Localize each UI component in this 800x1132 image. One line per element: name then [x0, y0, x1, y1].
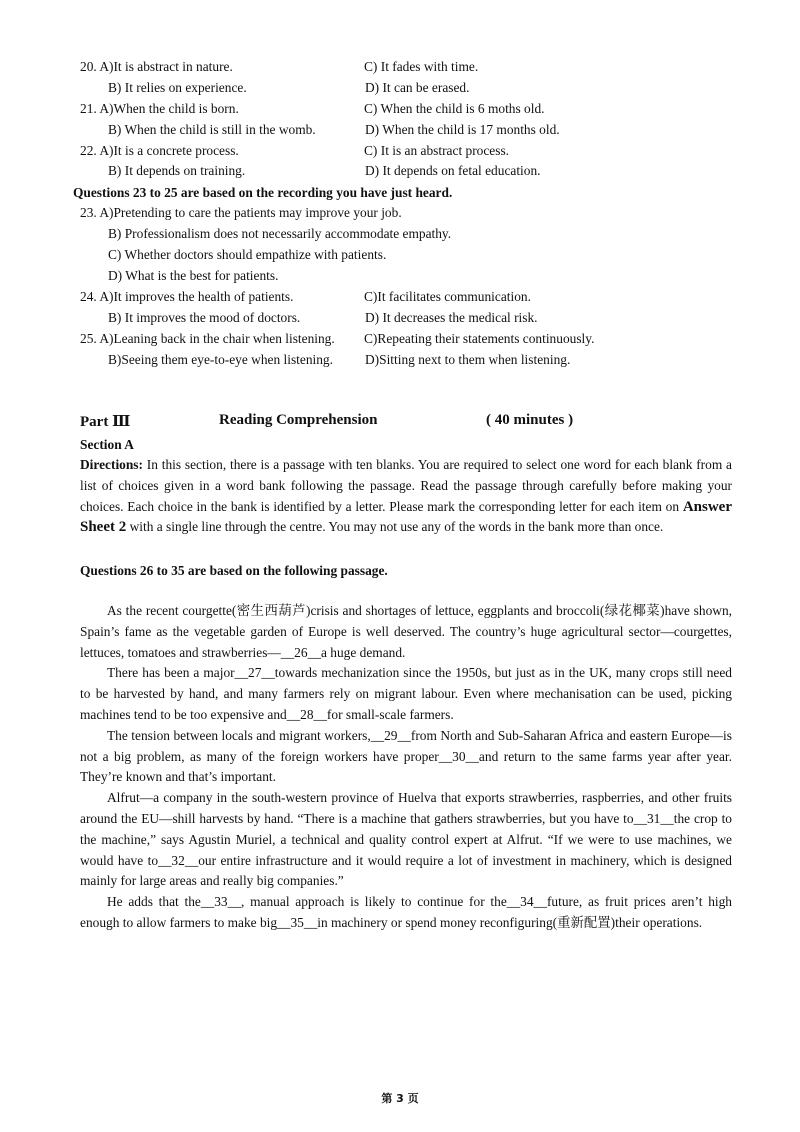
- listening-questions: [73, 57, 732, 370]
- option-c: C) When the child is 6 moths old.: [364, 100, 545, 116]
- part-header: [80, 412, 732, 434]
- part-title: Reading Comprehension: [219, 412, 378, 428]
- option-d: D)Sitting next to them when listening.: [365, 351, 571, 367]
- directions-label: Directions:: [80, 457, 143, 472]
- option-d: D) It decreases the medical risk.: [365, 309, 538, 325]
- directions-text: In this section, there is a passage with ten blanks. You are required to select one word for each blank from a list of choices given in a word bank following the passage. Read the passage through carefully before making your choices. Each choice in the bank is identified by a letter. Please mark the corresponding letter for each item on: [80, 457, 732, 514]
- question-row: [80, 287, 732, 308]
- directions: [80, 455, 732, 538]
- page-number: 第 3 页: [381, 1092, 419, 1105]
- passage-paragraph: As the recent courgette(密生西葫芦)crisis and shortages of lettuce, eggplants and broccoli(绿花椰菜)have shown, Spain’s fame as the vegetable garden of Europe is well deserved. The country’s huge agricultural sector—courgettes, lettuces, tomatoes and strawberries—__26__a huge demand.: [80, 603, 732, 660]
- passage-paragraph: There has been a major__27__towards mechanization since the 1950s, but just as in the UK, many crops still need to be harvested by hand, and many farmers rely on migrant labour. Even where mechanisation can be used, picking machines tend to be too expensive and__28__for small-scale farmers.: [80, 665, 732, 722]
- option-a: 23. A)Pretending to care the patients may improve your job.: [80, 205, 402, 221]
- question-row: [80, 203, 732, 224]
- directions-text-end: with a single line through the centre. You may not use any of the words in the bank more than once.: [126, 519, 664, 535]
- question-row: [80, 57, 732, 78]
- question-row: [80, 266, 732, 287]
- questions-23-25-heading: Questions 23 to 25 are based on the recording you have just heard.: [73, 185, 453, 201]
- option-a: 21. A)When the child is born.: [80, 100, 239, 116]
- option-b: B) When the child is still in the womb.: [108, 121, 316, 137]
- option-a: 25. A)Leaning back in the chair when listening.: [80, 330, 335, 346]
- option-b: B) It depends on training.: [108, 163, 246, 179]
- option-d: D) What is the best for patients.: [108, 268, 279, 284]
- section-title: Section A: [80, 437, 134, 452]
- question-row: [80, 245, 732, 266]
- question-row: [80, 78, 732, 99]
- option-c: C)Repeating their statements continuously.: [364, 330, 595, 346]
- passage-paragraph: He adds that the__33__, manual approach is likely to continue for the__34__future, as fruit prices aren’t high enough to allow farmers to make big__35__in machinery or spend money reconfiguring(重新配置)their operations.: [80, 894, 732, 930]
- option-a: 20. A)It is abstract in nature.: [80, 59, 233, 74]
- option-d: D) It can be erased.: [365, 79, 470, 95]
- question-row: [80, 120, 732, 141]
- option-b: B)Seeing them eye-to-eye when listening.: [108, 351, 333, 367]
- option-b: B) It improves the mood of doctors.: [108, 309, 301, 325]
- question-row: [80, 308, 732, 329]
- passage-paragraph: Alfrut—a company in the south-western province of Huelva that exports strawberries, raspberries, and other fruits around the EU—shill harvests by hand. “There is a machine that gathers strawberries, but you have to__31__the crop to the machine,” says Agustin Muriel, a technical and quality control expert at Alfrut. “If we were to use machines, we would have to__32__our entire infrastructure and it would require a lot of investment in machinery, which is designed mainly for large areas and really big companies.”: [80, 790, 732, 889]
- option-c: C) It is an abstract process.: [364, 142, 510, 158]
- option-b: B) It relies on experience.: [108, 79, 247, 95]
- option-a: 22. A)It is a concrete process.: [80, 142, 239, 158]
- passage-paragraph: The tension between locals and migrant workers,__29__from North and Sub-Saharan Africa and eastern Europe—is not a big problem, as many of the foreign workers have proper__30__and return to the same farms year after year. They’re known and that’s important.: [80, 727, 732, 785]
- questions-26-35-heading: Questions 26 to 35 are based on the following passage.: [80, 563, 388, 578]
- option-c: C) It fades with time.: [364, 59, 479, 74]
- option-a: 24. A)It improves the health of patients.: [80, 288, 294, 304]
- option-d: D) When the child is 17 months old.: [365, 121, 560, 137]
- option-c: C)It facilitates communication.: [364, 288, 531, 304]
- question-row: [80, 161, 732, 182]
- option-b: B) Professionalism does not necessarily accommodate empathy.: [108, 226, 452, 242]
- passage: [80, 601, 732, 934]
- answer-sheet-label: Answer Sheet 2: [80, 498, 732, 536]
- option-c: C) Whether doctors should empathize with patients.: [108, 247, 387, 263]
- part-time: ( 40 minutes ): [486, 412, 574, 428]
- question-row: [80, 224, 732, 245]
- option-d: D) It depends on fetal education.: [365, 163, 541, 179]
- question-row: [80, 141, 732, 162]
- question-row: [80, 99, 732, 120]
- question-row: [80, 350, 732, 371]
- part-label: Part Ⅲ: [80, 414, 131, 430]
- question-row: [80, 329, 732, 350]
